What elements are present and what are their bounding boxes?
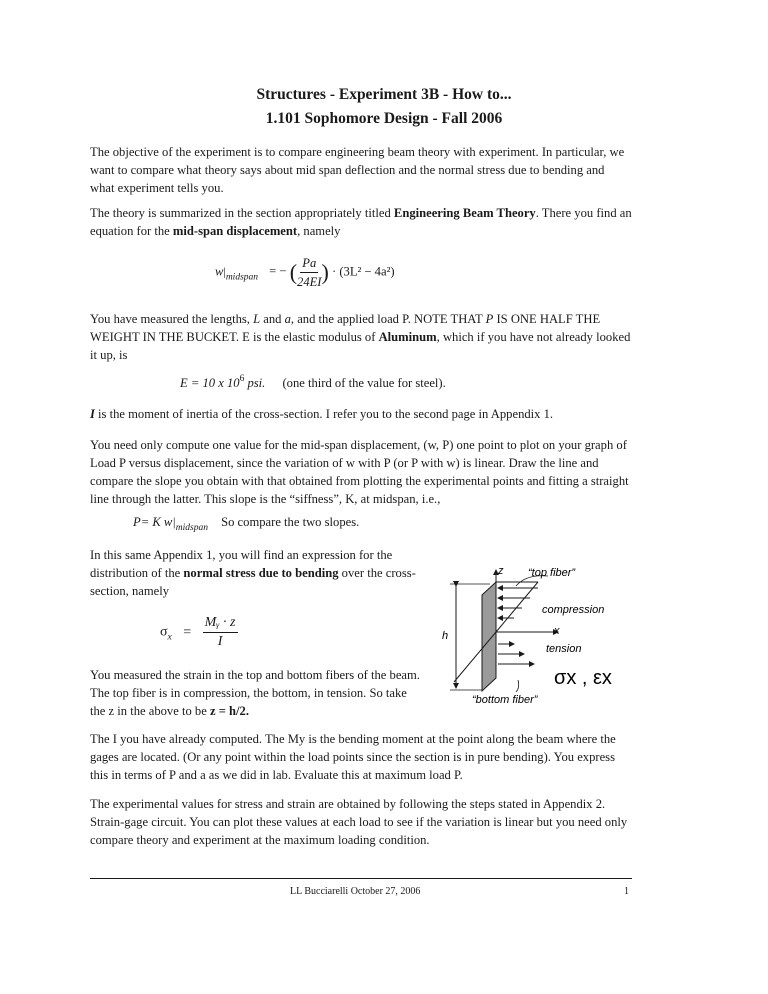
equation-elastic-modulus: E = 10 x $10^6$ psi. (one third of the value for steel). <box>180 374 446 390</box>
stress-distribution-diagram <box>430 560 630 710</box>
equation-stiffness: P= K $w|_{midspan}$ So compare the two slopes. <box>133 515 360 533</box>
compression-label: compression <box>542 604 605 616</box>
x-axis-label: x <box>554 625 560 637</box>
paragraph-moment-of-inertia: I is the moment of inertia of the cross-section. I refer you to the second page in Appendix 1. <box>90 407 554 421</box>
paragraph-theory: The theory is summarized in the section appropriately titled Engineering Beam Theory. There you find an equation for the mid-span displacement, namely <box>90 206 632 238</box>
height-label: h <box>442 630 449 642</box>
paragraph-measured-lengths: You have measured the lengths, L and a, and the applied load P. NOTE THAT P IS ONE HALF THE WEIGHT IN THE BUCKET. E is the elastic modulus of Aluminum, which if you have not already looked it up, is <box>90 312 631 362</box>
document-title: Structures - Experiment 3B - How to... <box>256 86 512 103</box>
sigma-epsilon-label: σx , εx <box>554 667 612 689</box>
paragraph-strain: You measured the strain in the top and bottom fibers of the beam. The top fiber is in compression, the bottom, in tension. So take the z in the above to be z = h/2. <box>90 668 420 718</box>
bottom-fiber-label: “bottom fiber” <box>472 694 538 706</box>
tension-label: tension <box>546 643 582 655</box>
paragraph-normal-stress: In this same Appendix 1, you will find an expression for the distribution of the normal stress due to bending over the cross-section, namely <box>90 548 416 598</box>
footer-author-date: LL Bucciarelli October 27, 2006 <box>290 886 421 897</box>
paragraph-objective: The objective of the experiment is to compare engineering beam theory with experiment. In particular, we want to compare what theory says about mid span deflection and the normal stress due to bending and what experiment tells you. <box>90 145 625 195</box>
equation-midspan-displacement: $w|_{midspan}$ = − ( $\frac{Pa}{24EI}$ ) · (3L² − 4a²) <box>215 256 395 289</box>
footer-divider <box>90 878 632 879</box>
z-axis-label: z <box>498 565 504 577</box>
top-fiber-label: “top fiber” <box>528 567 576 579</box>
paragraph-stiffness: You need only compute one value for the mid-span displacement, (w, P) one point to plot on your graph of Load P versus displacement, since the variation of w with P (or P with w) is linear. Draw the line and compare the slope you obtain with that obtained from plotting the experimental points and fitting a straight line through the latter. This slope is the “siffness”, K, at midspan, i.e., <box>90 438 629 506</box>
document-subtitle: 1.101 Sophomore Design - Fall 2006 <box>265 110 503 127</box>
paragraph-experimental-values: The experimental values for stress and strain are obtained by following the steps stated in Appendix 2. Strain-gage circuit. You can plot these values at each load to see if the variation is linear but you need only compare theory and experiment at the maximum loading condition. <box>90 797 628 847</box>
beam-cross-section <box>482 582 496 691</box>
page-number: 1 <box>624 886 629 897</box>
equation-normal-stress: $\sigma_x$ = $\frac{\text{Mᵧ · z}}{I}$ <box>160 615 236 649</box>
paragraph-bending-moment: The I you have already computed. The My is the bending moment at the point along the beam where the gages are located. (Or any point within the load points since the section is in pure bending). You express this in terms of P and a as we did in lab. Evaluate this at maximum load P. <box>90 732 616 782</box>
